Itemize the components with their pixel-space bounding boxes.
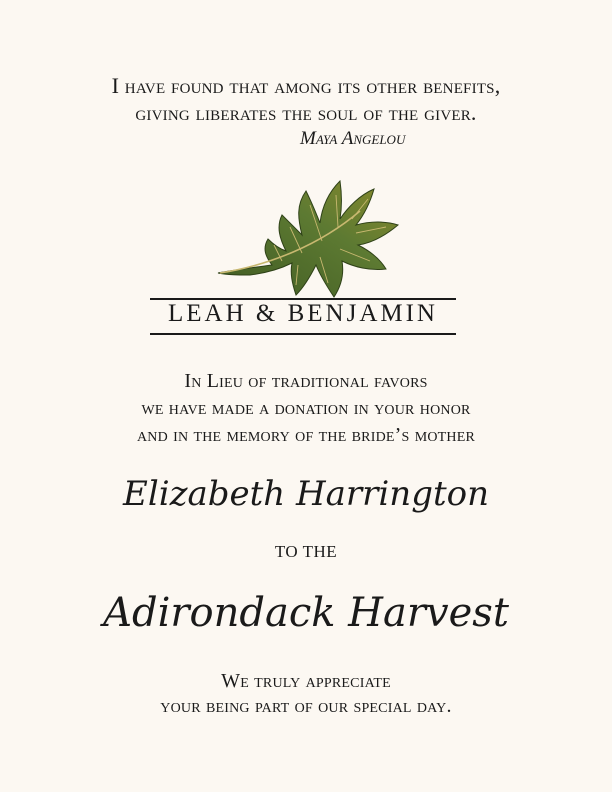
connector-text: TO THE <box>274 542 338 561</box>
oak-leaf-icon <box>210 165 410 310</box>
bottom-rule <box>150 333 456 335</box>
closing-line-2: your being part of our special day. <box>160 695 452 717</box>
couple-names: LEAH & BENJAMIN <box>168 300 438 327</box>
message-line-2: we have made a donation in your honor <box>141 397 471 419</box>
quote-line-1: I have found that among its other benefits, <box>111 73 501 98</box>
closing-line-1: We truly appreciate <box>221 670 391 692</box>
message-line-3: and in the memory of the bride’s mother <box>136 424 476 446</box>
honoree-name: Elizabeth Harrington <box>123 474 489 514</box>
message-line-1: In Lieu of traditional favors <box>184 370 428 392</box>
quote-author: Maya Angelou <box>300 128 406 149</box>
charity-name: Adirondack Harvest <box>103 590 509 636</box>
quote-line-2: giving liberates the soul of the giver. <box>135 100 477 125</box>
